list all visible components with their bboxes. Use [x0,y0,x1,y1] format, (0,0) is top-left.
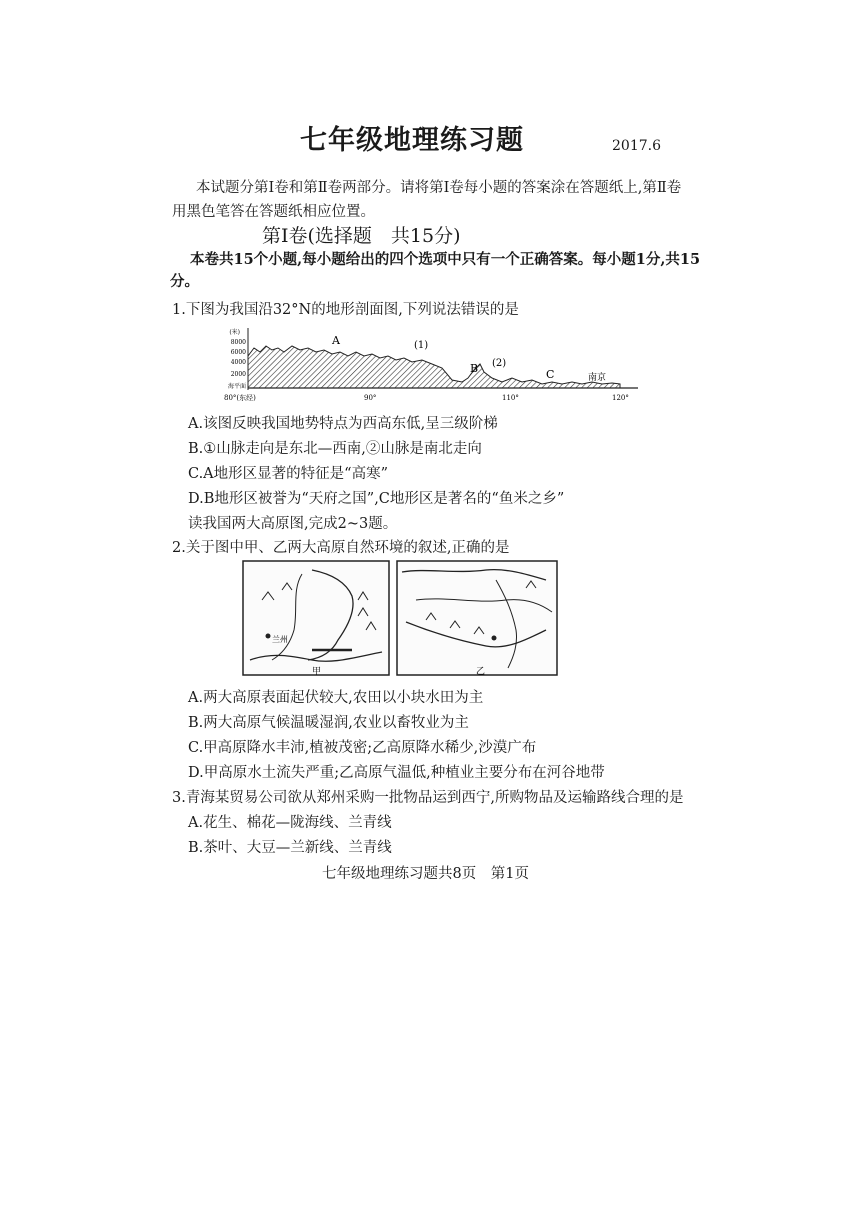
map-city-label: 兰州 [272,635,288,644]
y-unit-label: (米) [229,329,240,336]
q2-option-d: D.甲高原水土流失严重;乙高原气温低,种植业主要分布在河谷地带 [188,765,605,781]
section-heading: 第Ⅰ卷(选择题 共15分) [262,225,461,247]
plateau-map-yi [396,560,558,676]
map-caption-jia: 甲 [312,667,322,676]
region-label-c: C [546,368,555,381]
page-footer: 七年级地理练习题共8页 第1页 [322,866,529,882]
y-tick-label: 4000 [230,359,246,366]
q1-stem: 1.下图为我国沿32°N的地形剖面图,下列说法错误的是 [172,302,519,318]
mountain-label-2: (2) [492,358,507,369]
terrain-profile-shape [248,346,620,388]
section-note-line-2: 分。 [170,273,199,290]
region-label-a: A [332,334,340,347]
mountain-label-1: (1) [414,340,429,351]
q1-option-b: B.①山脉走向是东北—西南,②山脉是南北走向 [188,441,482,457]
city-label-nanjing: 南京 [588,373,607,383]
q1-followup: 读我国两大高原图,完成2~3题。 [188,516,398,532]
q1-option-d: D.B地形区被誉为“天府之国”,C地形区是著名的“鱼米之乡” [188,491,565,507]
plateau-map-jia [242,560,390,676]
section-note-line-1: 本卷共15个小题,每小题给出的四个选项中只有一个正确答案。每小题1分,共15 [190,251,701,268]
intro-line-1: 本试题分第Ⅰ卷和第Ⅱ卷两部分。请将第Ⅰ卷每小题的答案涂在答题纸上,第Ⅱ卷 [196,180,682,196]
q1-option-a: A.该图反映我国地势特点为西高东低,呈三级阶梯 [188,416,498,432]
x-tick-label: 90° [364,394,377,402]
q3-option-b: B.茶叶、大豆—兰新线、兰青线 [188,840,392,856]
intro-line-2: 用黑色笔答在答题纸相应位置。 [172,204,375,220]
y-tick-label: 8000 [230,339,246,346]
q2-option-b: B.两大高原气候温暖湿润,农业以畜牧业为主 [188,715,469,731]
exam-date: 2017.6 [612,138,661,154]
y-tick-label: 海平面 [227,383,246,390]
q1-option-c: C.A地形区显著的特征是“高寒” [188,466,388,482]
y-tick-label: 6000 [230,349,246,356]
x-tick-label: 80°(东经) [224,394,256,402]
x-tick-label: 110° [502,394,519,402]
y-tick-label: 2000 [230,371,246,378]
terrain-profile-figure [200,322,640,404]
page-title: 七年级地理练习题 [300,125,524,156]
x-tick-label: 120° [612,394,629,402]
q2-option-a: A.两大高原表面起伏较大,农田以小块水田为主 [188,690,484,706]
map-caption-yi: 乙 [476,667,486,676]
region-label-b: B [470,362,479,375]
q2-option-c: C.甲高原降水丰沛,植被茂密;乙高原降水稀少,沙漠广布 [188,740,537,756]
q3-stem: 3.青海某贸易公司欲从郑州采购一批物品运到西宁,所购物品及运输路线合理的是 [172,790,684,806]
q2-stem: 2.关于图中甲、乙两大高原自然环境的叙述,正确的是 [172,540,510,556]
q3-option-a: A.花生、棉花—陇海线、兰青线 [188,815,392,831]
